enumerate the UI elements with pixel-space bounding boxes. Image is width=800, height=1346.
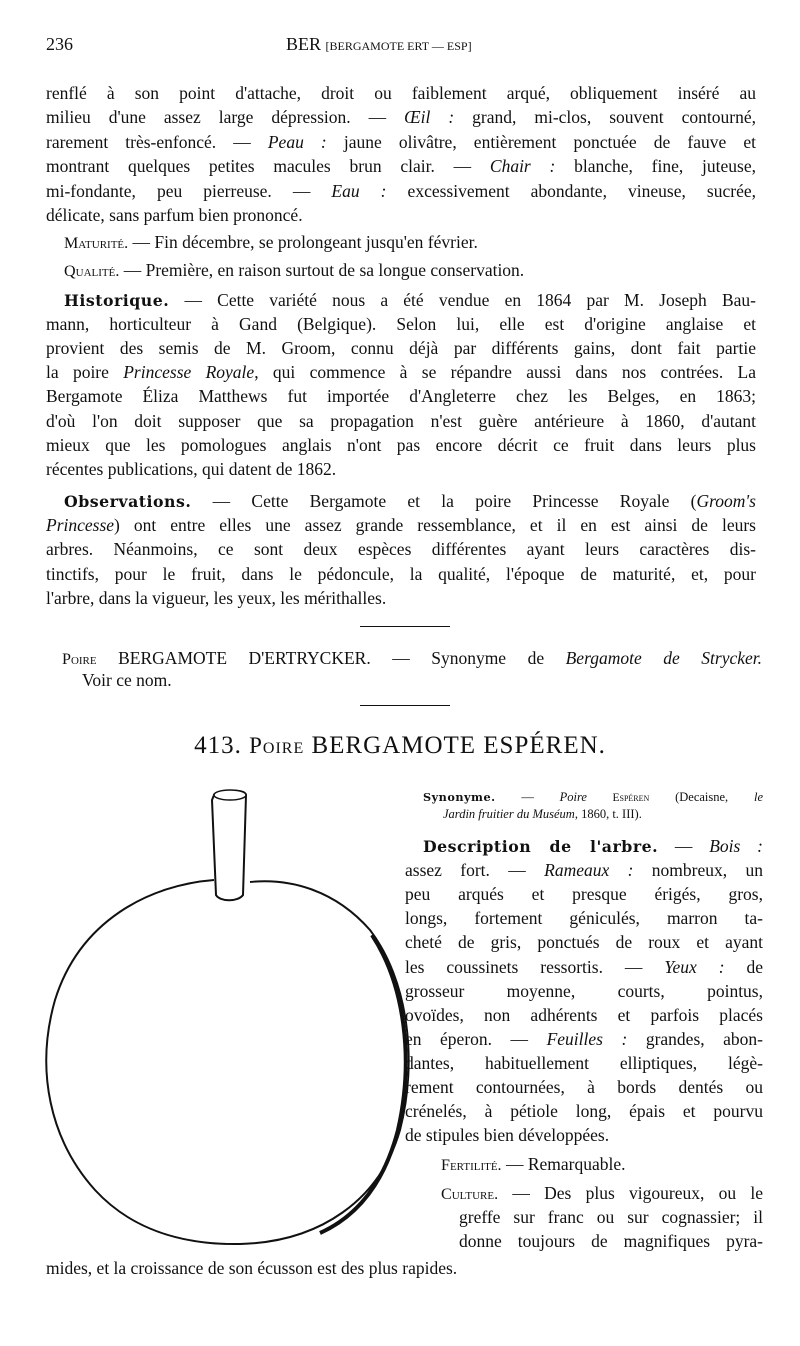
text-run: mi-fondante, peu pierreuse. — xyxy=(46,180,332,201)
text-run: ) ont entre elles une assez grande ressemblance, et il en est ainsi de leurs xyxy=(114,515,756,536)
text-run: délicate, sans parfum bien prononcé. xyxy=(46,205,303,225)
historique-line xyxy=(46,433,756,457)
entry-number: 413. xyxy=(194,732,242,759)
observations-line xyxy=(46,562,756,586)
text-run: — Des plus vigoureux, ou le xyxy=(498,1183,763,1203)
text-run: excessivement abondante, vineuse, sucrée, xyxy=(386,180,756,201)
description-line xyxy=(405,906,763,930)
italic-term: Œil : xyxy=(404,107,455,128)
section-heading: Synonyme. xyxy=(423,790,496,804)
text-run: (Decaisne, xyxy=(649,790,754,804)
description-line xyxy=(405,955,763,979)
observations-line xyxy=(46,586,756,610)
text-run: nombreux, un xyxy=(633,860,763,881)
section-heading: Description de l'arbre. xyxy=(423,837,659,856)
text-run: — Cette variété nous a été vendue en 1864 par M. Joseph Bau- xyxy=(169,290,756,310)
text-run: longs, fortement géniculés, marron ta- xyxy=(405,908,763,929)
description-line xyxy=(405,1027,763,1051)
italic-term: le xyxy=(753,790,763,804)
text-run: BERGAMOTE D'ERTRYCKER. — Synonyme de xyxy=(96,648,566,668)
p1-line xyxy=(46,203,756,227)
text-run: dantes, habituellement elliptiques, légè- xyxy=(405,1052,763,1073)
text-run: la poire xyxy=(46,362,124,383)
text-run: jaune olivâtre, entièrement ponctuée de fauve et xyxy=(326,131,756,152)
text-run: l'arbre, dans la vigueur, les yeux, les mérithalles. xyxy=(46,587,387,608)
italic-term: Bergamote de Strycker. xyxy=(565,648,763,668)
description-line xyxy=(405,1075,763,1099)
text-run: milieu d'une assez large dépression. — xyxy=(46,107,405,128)
description-line xyxy=(405,1123,763,1147)
historique-line xyxy=(46,336,756,360)
text-run: donne toujours de magnifiques pyra- xyxy=(459,1231,763,1252)
text-run: d'où l'on doit supposer que sa propagation n'est guère antérieure à 1860, d'autant xyxy=(46,410,756,431)
text-run: mides, et la croissance de son écusson est des plus rapides. xyxy=(46,1258,458,1278)
synonym-entry-line xyxy=(82,668,782,692)
pear-outline xyxy=(46,880,408,1244)
text-run: blanche, fine, juteuse, xyxy=(555,156,756,177)
historique-line xyxy=(46,457,756,481)
running-title: BER xyxy=(286,34,322,54)
qualite-line xyxy=(64,258,664,282)
text-run: mieux que les pomologues anglais n'ont pas encore décrit ce fruit dans leurs plus xyxy=(46,434,756,455)
italic-term: Princesse Royale xyxy=(123,362,255,383)
section-heading: Observations. xyxy=(64,492,192,511)
text-run: grosseur moyenne, courts, pointus, xyxy=(405,980,763,1001)
p1-line xyxy=(46,130,756,154)
description-line xyxy=(423,834,763,858)
text-run: , qui commence à se répandre aussi dans nos contrées. La xyxy=(254,362,757,383)
text-run: les coussinets ressortis. — xyxy=(405,956,665,977)
culture-line xyxy=(459,1229,763,1253)
italic-term: Poire xyxy=(559,790,587,804)
text-run: — Remarquable. xyxy=(501,1154,626,1174)
text-run: montrant quelques petites macules brun clair. — xyxy=(46,156,490,177)
pear-stem xyxy=(212,790,246,900)
entry-name: BERGAMOTE ESPÉREN. xyxy=(311,732,606,759)
italic-term: Eau : xyxy=(331,180,387,201)
small-caps-label: Culture. xyxy=(441,1186,499,1203)
text-run: — Cette Bergamote et la poire Princesse Royale ( xyxy=(191,491,697,511)
historique-line xyxy=(46,360,756,384)
text-run: peu arqués et presque érigés, gros, xyxy=(405,884,763,905)
italic-term: Yeux : xyxy=(664,956,725,977)
italic-term: Groom's xyxy=(696,491,756,511)
synonym-entry-line xyxy=(62,646,762,670)
text-run: mann, horticulteur à Gand (Belgique). Selon lui, elle est d'origine anglaise et xyxy=(46,314,756,335)
small-caps-label: Maturité. xyxy=(64,235,129,252)
small-caps-label: Fertilité. xyxy=(441,1157,502,1174)
text-run: grandes, abon- xyxy=(627,1028,763,1049)
text-run: récentes publications, qui datent de 1862. xyxy=(46,458,337,479)
text-run: cheté de gris, ponctués de roux et ayant xyxy=(405,932,763,953)
description-line xyxy=(405,1099,763,1123)
description-line xyxy=(405,1003,763,1027)
text-run: — Fin décembre, se prolongeant jusqu'en février. xyxy=(128,232,478,252)
maturite-line xyxy=(64,230,664,254)
text-run: de xyxy=(724,956,763,977)
italic-term: Feuilles : xyxy=(546,1028,628,1049)
section-heading: Historique. xyxy=(64,291,170,310)
historique-line xyxy=(64,288,756,312)
text-run: Bergamote Éliza Matthews fut importée d'Angleterre chez les Belges, en 1863; xyxy=(46,386,756,407)
culture-line xyxy=(441,1181,763,1205)
p1-line xyxy=(46,105,756,129)
p1-line xyxy=(46,81,756,105)
observations-line xyxy=(46,513,756,537)
culture-end-line xyxy=(46,1256,646,1280)
text-run: renflé à son point d'attache, droit ou faiblement arqué, obliquement inséré au xyxy=(46,83,756,103)
small-caps-label: Poire xyxy=(62,651,97,668)
text-run: — xyxy=(495,790,560,804)
description-line xyxy=(405,882,763,906)
culture-line xyxy=(459,1205,763,1229)
italic-term: Chair : xyxy=(489,156,556,177)
description-line xyxy=(405,1051,763,1075)
text-run: provient des semis de M. Groom, connu déjà par différents gains, dont fait partie xyxy=(46,338,756,359)
text-run: ovoïdes, non adhérents et parfois placés xyxy=(405,1004,763,1025)
text-run: rement contournées, à bords dentés ou xyxy=(405,1077,763,1097)
description-line xyxy=(405,858,763,882)
historique-line xyxy=(46,384,756,408)
text-run: rarement très-enfoncé. — xyxy=(46,131,268,152)
italic-term: Jardin fruitier du Muséum xyxy=(443,807,575,821)
synonyme-line xyxy=(443,806,743,823)
running-subtitle: [BERGAMOTE ERT — ESP] xyxy=(325,39,472,53)
observations-line xyxy=(64,489,756,513)
italic-term: Rameaux : xyxy=(544,860,634,881)
observations-line xyxy=(46,537,756,561)
text-run: assez fort. — xyxy=(405,860,545,881)
synonyme-line xyxy=(423,789,763,806)
text-run: crénelés, à pétiole long, épais et pourvu xyxy=(405,1101,763,1122)
text-run: grand, mi-clos, souvent contourné, xyxy=(454,107,756,128)
text-run: en éperon. — xyxy=(405,1028,547,1049)
italic-term: Bois : xyxy=(709,836,763,856)
text-run: tinctifs, pour le fruit, dans le pédoncule, la qualité, l'époque de maturité, et, pour xyxy=(46,563,756,584)
historique-line xyxy=(46,312,756,336)
text-run: Voir ce nom. xyxy=(82,670,172,690)
p1-line xyxy=(46,154,756,178)
description-line xyxy=(405,979,763,1003)
p1-line xyxy=(46,179,756,203)
entry-prefix: Poire xyxy=(249,733,305,758)
italic-term: Princesse xyxy=(46,515,115,536)
stem-tip xyxy=(214,790,246,800)
pear-shadow-edge xyxy=(320,935,406,1233)
italic-term: Peau : xyxy=(267,131,327,152)
small-caps-label: Espéren xyxy=(586,792,650,804)
text-run: — xyxy=(658,836,710,856)
description-line xyxy=(405,930,763,954)
text-run: de stipules bien développées. xyxy=(405,1125,610,1146)
text-run: arbres. Néanmoins, ce sont deux espèces différentes ayant leurs caractères dis- xyxy=(46,539,756,560)
historique-line xyxy=(46,409,756,433)
page-number: 236 xyxy=(46,34,73,54)
text-run: , 1860, t. III). xyxy=(574,807,642,821)
text-run: greffe sur franc ou sur cognassier; il xyxy=(459,1207,763,1228)
fertilite-line xyxy=(441,1152,741,1176)
small-caps-label: Qualité. xyxy=(64,263,120,280)
text-run: — Première, en raison surtout de sa longue conservation. xyxy=(119,260,525,280)
